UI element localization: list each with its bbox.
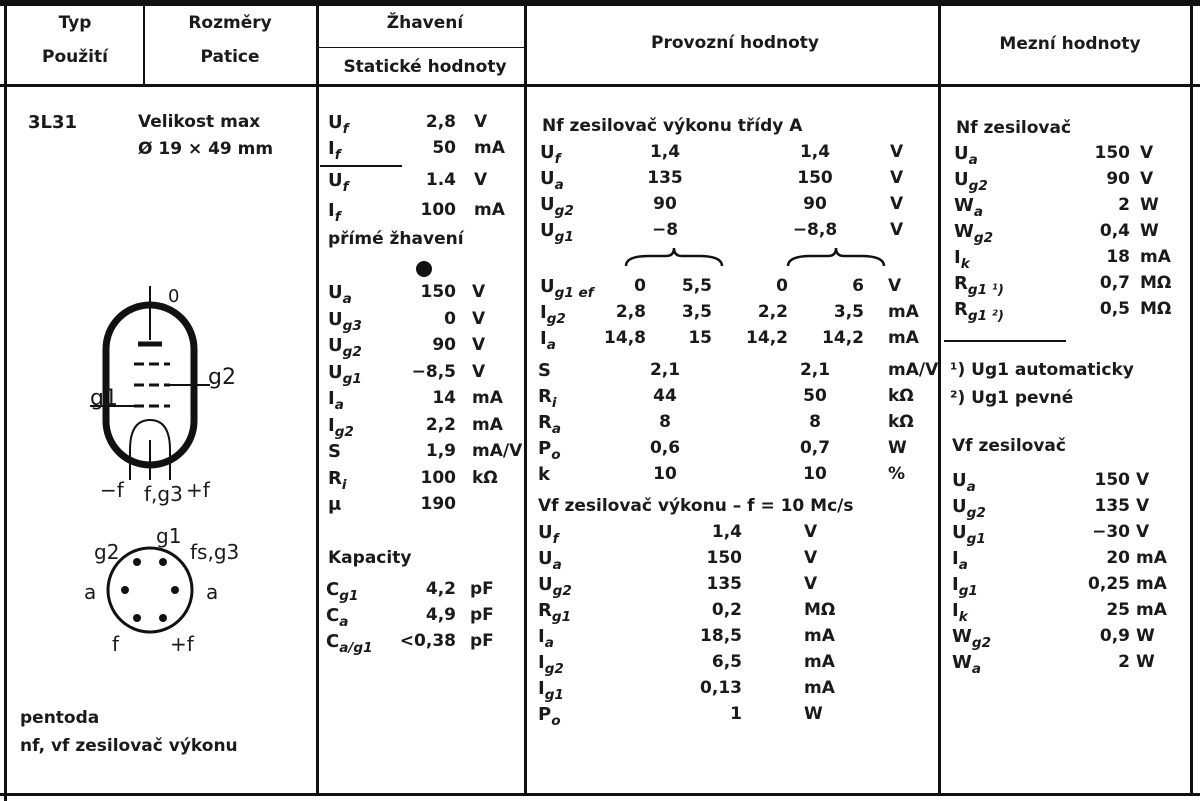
mezni-nf-value: 0,4 — [1099, 221, 1130, 241]
nf2-unit: kΩ — [888, 412, 914, 432]
nf4-value-a: 2,8 — [615, 302, 646, 322]
static-value: 14 — [432, 388, 456, 408]
static-symbol: $U_a$ — [328, 282, 352, 307]
mezni-nf-title: Nf zesilovač — [956, 118, 1072, 138]
mezni-vf-symbol: $I_{g1}$ — [952, 574, 978, 599]
nf2-unit: mA/V — [888, 360, 939, 380]
provozni-vf-title: Vf zesilovač výkonu – f = 10 Mc/s — [538, 496, 854, 516]
nf4-unit: mA — [888, 328, 919, 348]
vf-value: 1,4 — [711, 522, 742, 542]
header-typ: Typ — [58, 13, 92, 33]
vf-symbol: $I_a$ — [538, 626, 554, 651]
pin-g2-label: g2 — [208, 365, 236, 390]
right-border — [1190, 6, 1193, 796]
mezni-note-2: ²) Ug1 pevné — [950, 388, 1074, 408]
zhaveni-split — [318, 47, 524, 48]
col-divider-provozni — [938, 6, 941, 796]
vf-symbol: $P_o$ — [538, 704, 561, 729]
static-symbol: μ — [328, 494, 342, 515]
heating-unit: V — [474, 112, 488, 132]
heating-unit: V — [474, 170, 488, 190]
heating-symbol: $U_f$ — [328, 170, 349, 195]
mezni-nf-unit: W — [1140, 195, 1159, 215]
static-symbol: S — [328, 441, 341, 462]
nf-value-1: 135 — [647, 168, 683, 188]
nf-symbol: $U_a$ — [540, 168, 564, 193]
mezni-nf-unit: MΩ — [1140, 273, 1172, 293]
size-value: Ø 19 × 49 mm — [138, 139, 274, 159]
mezni-vf-unit: mA — [1136, 548, 1167, 568]
static-unit: V — [472, 308, 486, 329]
nf-unit: V — [890, 142, 904, 162]
heating-symbol: $I_f$ — [328, 200, 341, 225]
mezni-vf-unit: mA — [1136, 600, 1167, 620]
base-fs-g3-label: fs,g3 — [190, 540, 240, 564]
heating-divider — [320, 165, 402, 167]
static-value: 0 — [444, 308, 456, 329]
base-g2-label: g2 — [94, 540, 120, 564]
nf4-value-c: 2,2 — [757, 302, 788, 322]
static-unit: V — [472, 282, 486, 302]
mezni-nf-value: 90 — [1106, 169, 1130, 189]
nf4-value-c: 0 — [776, 276, 788, 296]
heating-value: 1.4 — [425, 170, 456, 190]
nf4-unit: V — [888, 276, 902, 296]
vf-unit: MΩ — [804, 600, 836, 620]
nf4-value-a: 0 — [634, 276, 646, 296]
mezni-vf-value: 20 — [1106, 548, 1130, 568]
vf-symbol: $U_{g2}$ — [538, 574, 572, 599]
nf4-value-c: 14,2 — [746, 328, 788, 348]
nf2-value-2: 0,7 — [799, 438, 831, 458]
capacity-symbol: $C_{g1}$ — [326, 579, 359, 604]
mezni-nf-symbol: $I_k$ — [954, 247, 970, 272]
nf-symbol: $U_{g1}$ — [540, 220, 574, 245]
static-value: 100 — [420, 467, 456, 488]
vf-symbol: $R_{g1}$ — [538, 600, 572, 625]
nf4-value-b: 3,5 — [681, 302, 712, 322]
static-unit: V — [472, 335, 486, 355]
nf-value-2: −8,8 — [792, 220, 838, 240]
capacity-unit: pF — [470, 579, 494, 599]
capacity-symbol: $C_{a/g1}$ — [326, 631, 373, 656]
mezni-vf-unit: mA — [1136, 574, 1167, 594]
mezni-nf-value: 150 — [1094, 143, 1130, 163]
mezni-vf-value: 150 — [1094, 470, 1130, 490]
heating-symbol: $U_f$ — [328, 112, 349, 137]
header-zhaveni: Žhavení — [386, 13, 464, 33]
static-symbol: $U_{g1}$ — [328, 361, 362, 387]
vf-unit: mA — [804, 626, 835, 646]
pin-g1-label: g1 — [90, 386, 118, 411]
vf-value: 18,5 — [700, 626, 742, 646]
capacities-title: Kapacity — [328, 548, 412, 568]
static-symbol: $I_{g2}$ — [328, 414, 354, 440]
mezni-nf-symbol: $R_{g1 ^2)}$ — [954, 299, 1004, 324]
base-plus-f-label: +f — [170, 632, 194, 656]
vf-symbol: $I_{g2}$ — [538, 652, 564, 677]
nf-value-2: 90 — [803, 194, 827, 214]
nf2-symbol: S — [538, 360, 551, 381]
static-value: −8,5 — [411, 361, 456, 382]
pin-minus-f-label: −f — [100, 478, 124, 502]
vf-value: 0,2 — [711, 600, 742, 620]
heating-value: 2,8 — [425, 112, 456, 132]
nf-value-2: 150 — [797, 168, 833, 188]
mezni-vf-title: Vf zesilovač — [952, 436, 1066, 456]
nf2-value-1: 10 — [653, 464, 677, 484]
capacity-value: 4,2 — [425, 579, 456, 599]
header-pouziti: Použití — [42, 47, 108, 67]
mezni-vf-unit: V — [1136, 522, 1150, 542]
vf-unit: W — [804, 704, 823, 724]
static-value: 1,9 — [425, 441, 456, 461]
header-rozmery: Rozměry — [188, 13, 272, 33]
vf-unit: V — [804, 574, 818, 594]
pin-f-g3-label: f,g3 — [144, 482, 183, 506]
mezni-nf-symbol: $R_{g1 ^1)}$ — [954, 273, 1004, 298]
nf2-symbol: $P_o$ — [538, 438, 561, 463]
nf4-symbol: $I_{g2}$ — [540, 302, 566, 327]
mezni-vf-value: 2 — [1118, 652, 1130, 672]
capacity-unit: pF — [470, 631, 494, 651]
nf2-value-1: 8 — [659, 412, 671, 432]
tube-symbol-diagram — [0, 0, 320, 700]
mezni-note-1: ¹) Ug1 automaticky — [950, 360, 1134, 380]
mezni-nf-unit: V — [1140, 169, 1154, 189]
nf2-value-2: 10 — [803, 464, 827, 484]
vf-symbol: $U_a$ — [538, 548, 562, 573]
nf-symbol: $U_f$ — [540, 142, 561, 167]
nf2-symbol: $R_a$ — [538, 412, 562, 437]
nf-unit: V — [890, 220, 904, 240]
mezni-nf-value: 0,7 — [1099, 273, 1130, 293]
provozni-nf-title: Nf zesilovač výkonu třídy A — [542, 116, 803, 136]
nf-symbol: $U_{g2}$ — [540, 194, 574, 219]
mezni-vf-symbol: $I_k$ — [952, 600, 968, 625]
static-unit: kΩ — [472, 467, 498, 488]
mezni-nf-unit: V — [1140, 143, 1154, 163]
mezni-nf-symbol: $W_a$ — [954, 195, 984, 220]
base-a-left-label: a — [84, 580, 97, 604]
nf2-value-1: 44 — [653, 386, 677, 406]
mezni-vf-unit: W — [1136, 652, 1155, 672]
base-f-label: f — [112, 632, 120, 656]
static-unit: mA — [472, 414, 503, 435]
heating-unit: mA — [474, 200, 505, 220]
capacity-symbol: $C_a$ — [326, 605, 349, 630]
mezni-vf-value: 0,9 — [1099, 626, 1130, 646]
vf-value: 6,5 — [711, 652, 742, 672]
mezni-vf-symbol: $U_{g2}$ — [952, 496, 986, 521]
dot-marker — [414, 259, 434, 279]
mezni-vf-symbol: $I_a$ — [952, 548, 968, 573]
tube-kind: pentoda — [20, 708, 100, 728]
vf-unit: V — [804, 522, 818, 542]
capacity-value: <0,38 — [399, 631, 456, 651]
nf4-value-d: 14,2 — [822, 328, 864, 348]
heating-value: 100 — [420, 200, 456, 220]
static-value: 150 — [420, 282, 456, 302]
brace-right — [786, 248, 886, 268]
vf-value: 135 — [706, 574, 742, 594]
static-unit: mA — [472, 388, 503, 408]
heating-note: přímé žhavení — [328, 229, 464, 249]
mezni-vf-symbol: $U_a$ — [952, 470, 976, 495]
static-symbol: $I_a$ — [328, 388, 344, 413]
nf-unit: V — [890, 194, 904, 214]
vf-unit: mA — [804, 652, 835, 672]
mezni-nf-value: 2 — [1118, 195, 1130, 215]
capacity-unit: pF — [470, 605, 494, 625]
bottom-rule — [0, 793, 1200, 796]
vf-unit: V — [804, 548, 818, 568]
mezni-vf-symbol: $W_{g2}$ — [952, 626, 992, 651]
static-unit: mA/V — [472, 441, 523, 461]
nf-value-1: 90 — [653, 194, 677, 214]
mezni-vf-symbol: $U_{g1}$ — [952, 522, 986, 547]
vf-symbol: $I_{g1}$ — [538, 678, 564, 703]
mezni-nf-unit: mA — [1140, 247, 1171, 267]
vf-value: 150 — [706, 548, 742, 568]
heating-symbol: $I_f$ — [328, 138, 341, 163]
pin-anode-label: 0 — [168, 286, 180, 307]
static-symbol: $U_{g2}$ — [328, 335, 362, 360]
nf-value-1: 1,4 — [649, 142, 681, 162]
nf2-symbol: $R_i$ — [538, 386, 557, 411]
static-value: 90 — [432, 335, 456, 355]
nf-value-2: 1,4 — [799, 142, 831, 162]
heating-unit: mA — [474, 138, 505, 158]
vf-value: 0,13 — [700, 678, 742, 698]
vf-unit: mA — [804, 678, 835, 698]
static-value: 2,2 — [425, 414, 456, 435]
tube-usage: nf, vf zesilovač výkonu — [20, 736, 238, 756]
nf4-symbol: $I_a$ — [540, 328, 556, 353]
static-value: 190 — [420, 494, 456, 514]
nf2-value-2: 50 — [803, 386, 827, 406]
mezni-nf-unit: MΩ — [1140, 299, 1172, 319]
nf2-value-1: 0,6 — [649, 438, 681, 458]
mezni-note-divider — [944, 340, 1066, 342]
header-provozni: Provozní hodnoty — [651, 33, 819, 53]
mezni-nf-unit: W — [1140, 221, 1159, 241]
mezni-vf-unit: V — [1136, 470, 1150, 490]
col-divider-zhaveni — [524, 6, 527, 796]
nf4-symbol: $U_{g1 ef}$ — [540, 276, 594, 301]
header-mezni: Mezní hodnoty — [999, 34, 1141, 54]
tube-type: 3L31 — [28, 112, 78, 133]
mezni-nf-symbol: $W_{g2}$ — [954, 221, 994, 246]
nf4-value-a: 14,8 — [604, 328, 646, 348]
nf4-value-b: 5,5 — [681, 276, 712, 296]
mezni-nf-symbol: $U_a$ — [954, 143, 978, 168]
mezni-vf-symbol: $W_a$ — [952, 652, 982, 677]
nf4-value-d: 6 — [852, 276, 864, 296]
mezni-nf-symbol: $U_{g2}$ — [954, 169, 988, 194]
mezni-vf-value: 25 — [1106, 600, 1130, 620]
nf-unit: V — [890, 168, 904, 188]
vf-symbol: $U_f$ — [538, 522, 559, 547]
nf2-unit: W — [888, 438, 907, 458]
mezni-vf-value: 135 — [1094, 496, 1130, 516]
base-g1-label: g1 — [156, 524, 182, 548]
vf-value: 1 — [730, 704, 742, 724]
mezni-vf-value: −30 — [1092, 522, 1130, 542]
mezni-vf-value: 0,25 — [1088, 574, 1130, 594]
mezni-nf-value: 0,5 — [1099, 299, 1130, 319]
mezni-nf-value: 18 — [1106, 247, 1130, 267]
header-staticke: Statické hodnoty — [343, 57, 507, 77]
mezni-vf-unit: W — [1136, 626, 1155, 646]
nf4-unit: mA — [888, 302, 919, 322]
nf2-value-1: 2,1 — [649, 360, 681, 380]
static-symbol: $R_i$ — [328, 467, 347, 493]
heating-value: 50 — [432, 138, 456, 158]
nf2-symbol: k — [538, 464, 550, 485]
static-symbol: $U_{g3}$ — [328, 308, 362, 334]
static-unit: V — [472, 361, 486, 382]
mezni-vf-unit: V — [1136, 496, 1150, 516]
nf2-unit: kΩ — [888, 386, 914, 406]
base-a-right-label: a — [206, 580, 219, 604]
nf2-unit: % — [888, 464, 906, 484]
nf2-value-2: 2,1 — [799, 360, 831, 380]
pin-plus-f-label: +f — [186, 478, 210, 502]
nf4-value-d: 3,5 — [833, 302, 864, 322]
nf2-value-2: 8 — [809, 412, 821, 432]
header-patice: Patice — [200, 47, 260, 67]
capacity-value: 4,9 — [425, 605, 456, 625]
nf-value-1: −8 — [651, 220, 679, 240]
brace-left — [624, 248, 724, 268]
nf4-value-b: 15 — [688, 328, 712, 348]
size-label: Velikost max — [138, 112, 261, 132]
